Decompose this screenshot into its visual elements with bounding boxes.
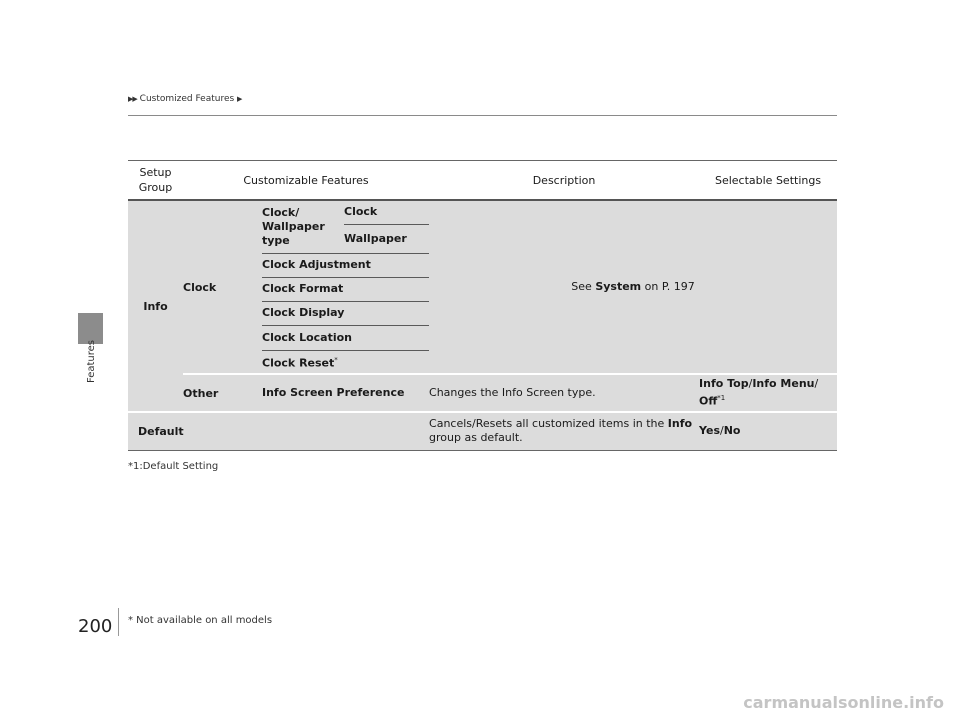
- item-clock-wallpaper-type: Clock/ Wallpaper type: [262, 200, 344, 253]
- item-clock-adjustment: Clock Adjustment: [262, 253, 429, 277]
- breadcrumb-text[interactable]: Customized Features: [139, 94, 235, 104]
- page-number: 200: [78, 616, 113, 637]
- customizable-features-table: [128, 160, 837, 451]
- item-info-screen-preference: Info Screen Preference: [262, 374, 429, 412]
- default-setting-footnote: *1:Default Setting: [128, 461, 219, 472]
- default-description: Cancels/Resets all customized items in the Info group as default.: [429, 412, 699, 450]
- header-setup-group: Setup Group: [128, 161, 183, 201]
- breadcrumb-trail-icon: ▶: [237, 95, 242, 103]
- group-info: Info: [128, 200, 183, 412]
- default-settings: Yes/No: [699, 412, 837, 450]
- item-clock-reset: Clock Reset*: [262, 350, 429, 374]
- info-screen-preference-settings: Info Top/Info Menu/ Off$^{*1}$: [699, 374, 837, 412]
- section-label: Features: [86, 340, 97, 383]
- item-default: Default: [128, 412, 262, 450]
- item-default-feature: [262, 412, 429, 450]
- header-rule: [128, 115, 837, 116]
- availability-note: * Not available on all models: [128, 615, 273, 626]
- header-customizable-features: Customizable Features: [183, 161, 429, 201]
- header-selectable-settings: Selectable Settings: [699, 161, 837, 201]
- footer-rule: [118, 608, 119, 636]
- item-clock-sub: Clock: [344, 200, 429, 224]
- table-row: [128, 200, 837, 224]
- breadcrumb[interactable]: [128, 94, 241, 104]
- item-clock-format: Clock Format: [262, 277, 429, 301]
- watermark-logo: carmanualsonline.info: [743, 693, 944, 712]
- info-screen-preference-description: Changes the Info Screen type.: [429, 374, 699, 412]
- system-link[interactable]: System: [595, 280, 642, 293]
- item-clock-display: Clock Display: [262, 301, 429, 325]
- item-wallpaper-sub: Wallpaper: [344, 224, 429, 253]
- item-clock-location: Clock Location: [262, 325, 429, 350]
- header-description: Description: [429, 161, 699, 201]
- table-row: [128, 374, 837, 412]
- breadcrumb-arrow-icon: ▶▶: [128, 95, 137, 103]
- table-row: [128, 412, 837, 450]
- table-header-row: [128, 161, 837, 201]
- item-other: Other: [183, 374, 262, 412]
- see-system-reference: See System on P. 197: [429, 200, 837, 374]
- item-clock: Clock: [183, 200, 262, 374]
